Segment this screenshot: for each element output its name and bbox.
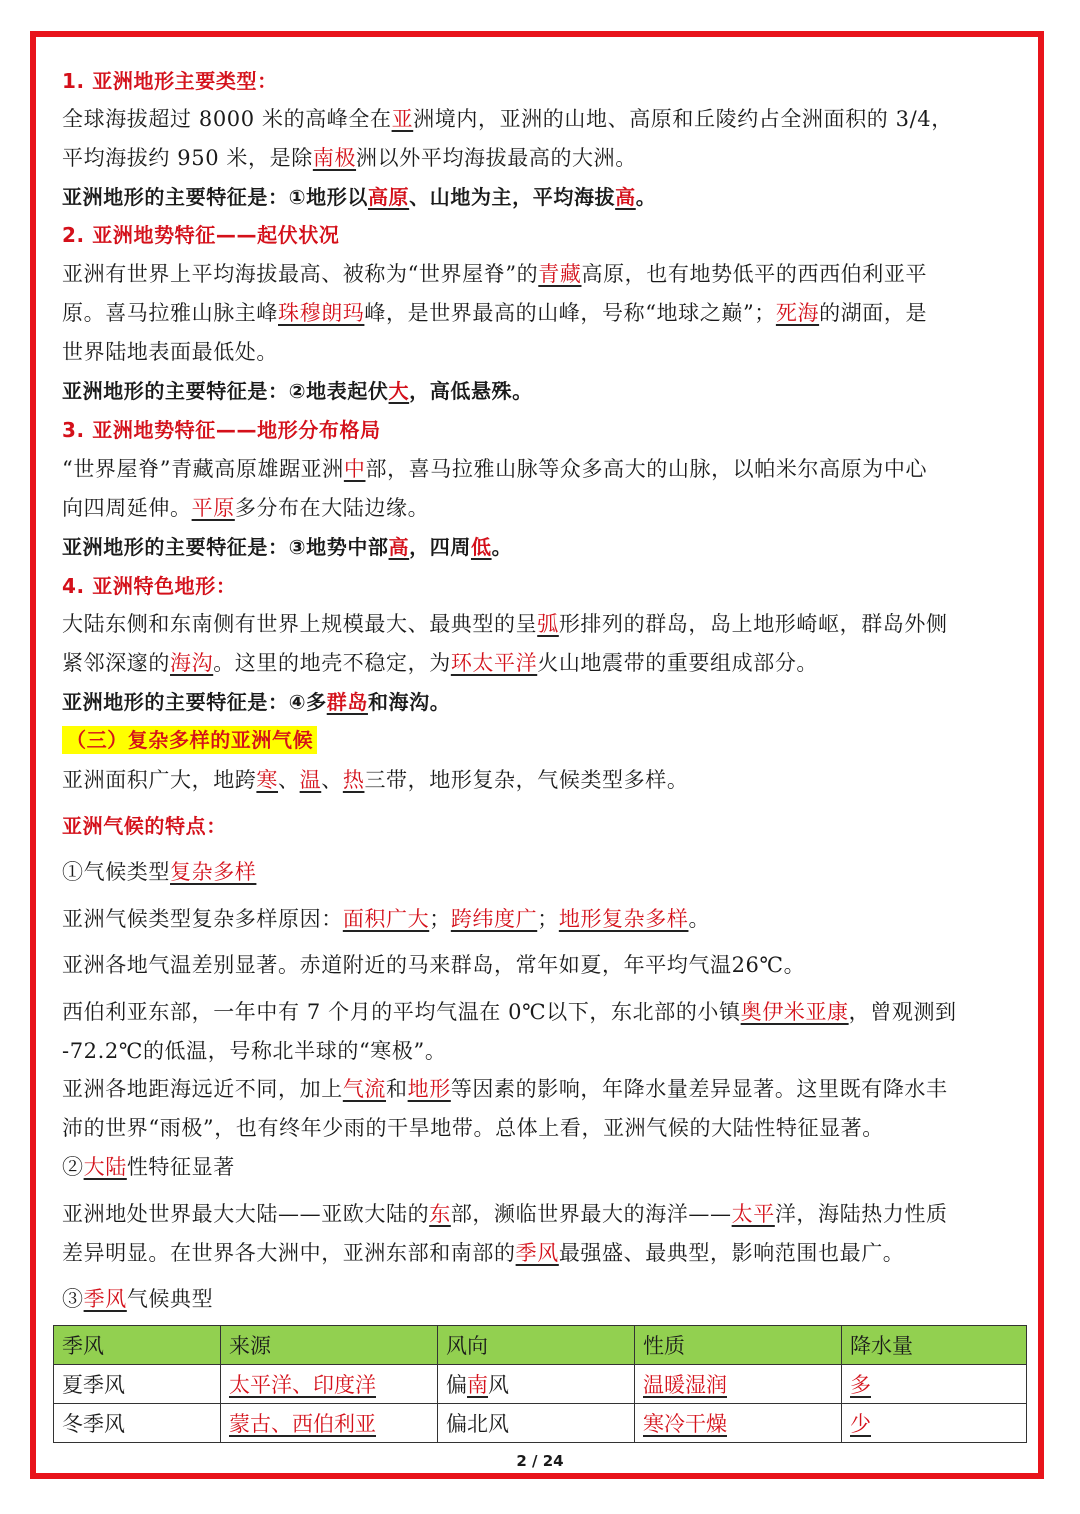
column-header: 降水量 (842, 1326, 1027, 1365)
paragraph: 全球海拔超过 8000 米的高峰全在亚洲境内，亚洲的山地、高原和丘陵约占全洲面积的 3/4， (62, 107, 953, 131)
column-header: 性质 (635, 1326, 842, 1365)
paragraph: 沛的世界“雨极”，也有终年少雨的干旱地带。总体上看，亚洲气候的大陆性特征显著。 (62, 1116, 884, 1140)
table-cell: 偏北风 (438, 1404, 635, 1443)
table-cell: 太平洋、印度洋 (221, 1365, 438, 1404)
paragraph: 向四周延伸。平原多分布在大陆边缘。 (62, 496, 430, 520)
table-cell: 少 (842, 1404, 1027, 1443)
feature-summary: 亚洲地形的主要特征是：④多群岛和海沟。 (62, 690, 451, 714)
table-row (54, 1404, 1027, 1443)
column-header: 风向 (438, 1326, 635, 1365)
paragraph: 差异明显。在世界各大洲中，亚洲东部和南部的季风最强盛、最典型，影响范围也最广。 (62, 1241, 905, 1265)
table-header-row (54, 1326, 1027, 1365)
paragraph: 紧邻深邃的海沟。这里的地壳不稳定，为环太平洋火山地震带的重要组成部分。 (62, 651, 819, 675)
column-header: 季风 (54, 1326, 221, 1365)
paragraph: 亚洲面积广大，地跨寒、温、热三带，地形复杂，气候类型多样。 (62, 768, 689, 792)
paragraph: 亚洲各地气温差别显著。赤道附近的马来群岛，常年如夏，年平均气温26℃。 (62, 953, 806, 977)
climate-heading: （三）复杂多样的亚洲气候 (62, 725, 1022, 755)
table-cell: 偏南风 (438, 1365, 635, 1404)
paragraph: 平均海拔约 950 米，是除南极洲以外平均海拔最高的大洲。 (62, 146, 637, 170)
table-cell: 温暖湿润 (635, 1365, 842, 1404)
section-3-title: 3. 亚洲地势特征——地形分布格局 (62, 418, 381, 442)
table-cell: 蒙古、西伯利亚 (221, 1404, 438, 1443)
climate-subheading: 亚洲气候的特点： (62, 814, 227, 838)
paragraph: 亚洲气候类型复杂多样原因：面积广大；跨纬度广；地形复杂多样。 (62, 907, 711, 931)
table-cell: 夏季风 (54, 1365, 221, 1404)
paragraph: 西伯利亚东部，一年中有 7 个月的平均气温在 0℃以下，东北部的小镇奥伊米亚康，曾观测到 (62, 1000, 957, 1024)
paragraph: ②大陆性特征显著 (62, 1155, 235, 1179)
section-4-title: 4. 亚洲特色地形： (62, 574, 237, 598)
paragraph: -72.2℃的低温，号称北半球的“寒极”。 (62, 1039, 447, 1063)
page-number: 2 / 24 (516, 1452, 564, 1470)
table-row (54, 1365, 1027, 1404)
table-cell: 多 (842, 1365, 1027, 1404)
paragraph: ①气候类型复杂多样 (62, 860, 257, 884)
monsoon-table (53, 1325, 1027, 1443)
feature-summary: 亚洲地形的主要特征是：③地势中部高，四周低。 (62, 535, 513, 559)
paragraph: 世界陆地表面最低处。 (62, 340, 278, 364)
paragraph: 亚洲有世界上平均海拔最高、被称为“世界屋脊”的青藏高原，也有地势低平的西西伯利亚平 (62, 262, 928, 286)
paragraph: “世界屋脊”青藏高原雄踞亚洲中部，喜马拉雅山脉等众多高大的山脉，以帕米尔高原为中心 (62, 457, 928, 481)
paragraph: 亚洲各地距海远近不同，加上气流和地形等因素的影响，年降水量差异显著。这里既有降水丰 (62, 1077, 948, 1101)
section-2-title: 2. 亚洲地势特征——起伏状况 (62, 223, 340, 247)
paragraph: 原。喜马拉雅山脉主峰珠穆朗玛峰，是世界最高的山峰，号称“地球之巅”；死海的湖面，是 (62, 301, 928, 325)
paragraph: ③季风气候典型 (62, 1287, 214, 1311)
section-1-title: 1. 亚洲地形主要类型： (62, 69, 278, 93)
feature-summary: 亚洲地形的主要特征是：②地表起伏大，高低悬殊。 (62, 379, 533, 403)
table-cell: 冬季风 (54, 1404, 221, 1443)
feature-summary: 亚洲地形的主要特征是：①地形以高原、山地为主，平均海拔高。 (62, 185, 657, 209)
paragraph: 大陆东侧和东南侧有世界上规模最大、最典型的呈弧形排列的群岛，岛上地形崎岖，群岛外侧 (62, 612, 948, 636)
table-cell: 寒冷干燥 (635, 1404, 842, 1443)
paragraph: 亚洲地处世界最大大陆——亚欧大陆的东部，濒临世界最大的海洋——太平洋，海陆热力性质 (62, 1202, 948, 1226)
column-header: 来源 (221, 1326, 438, 1365)
